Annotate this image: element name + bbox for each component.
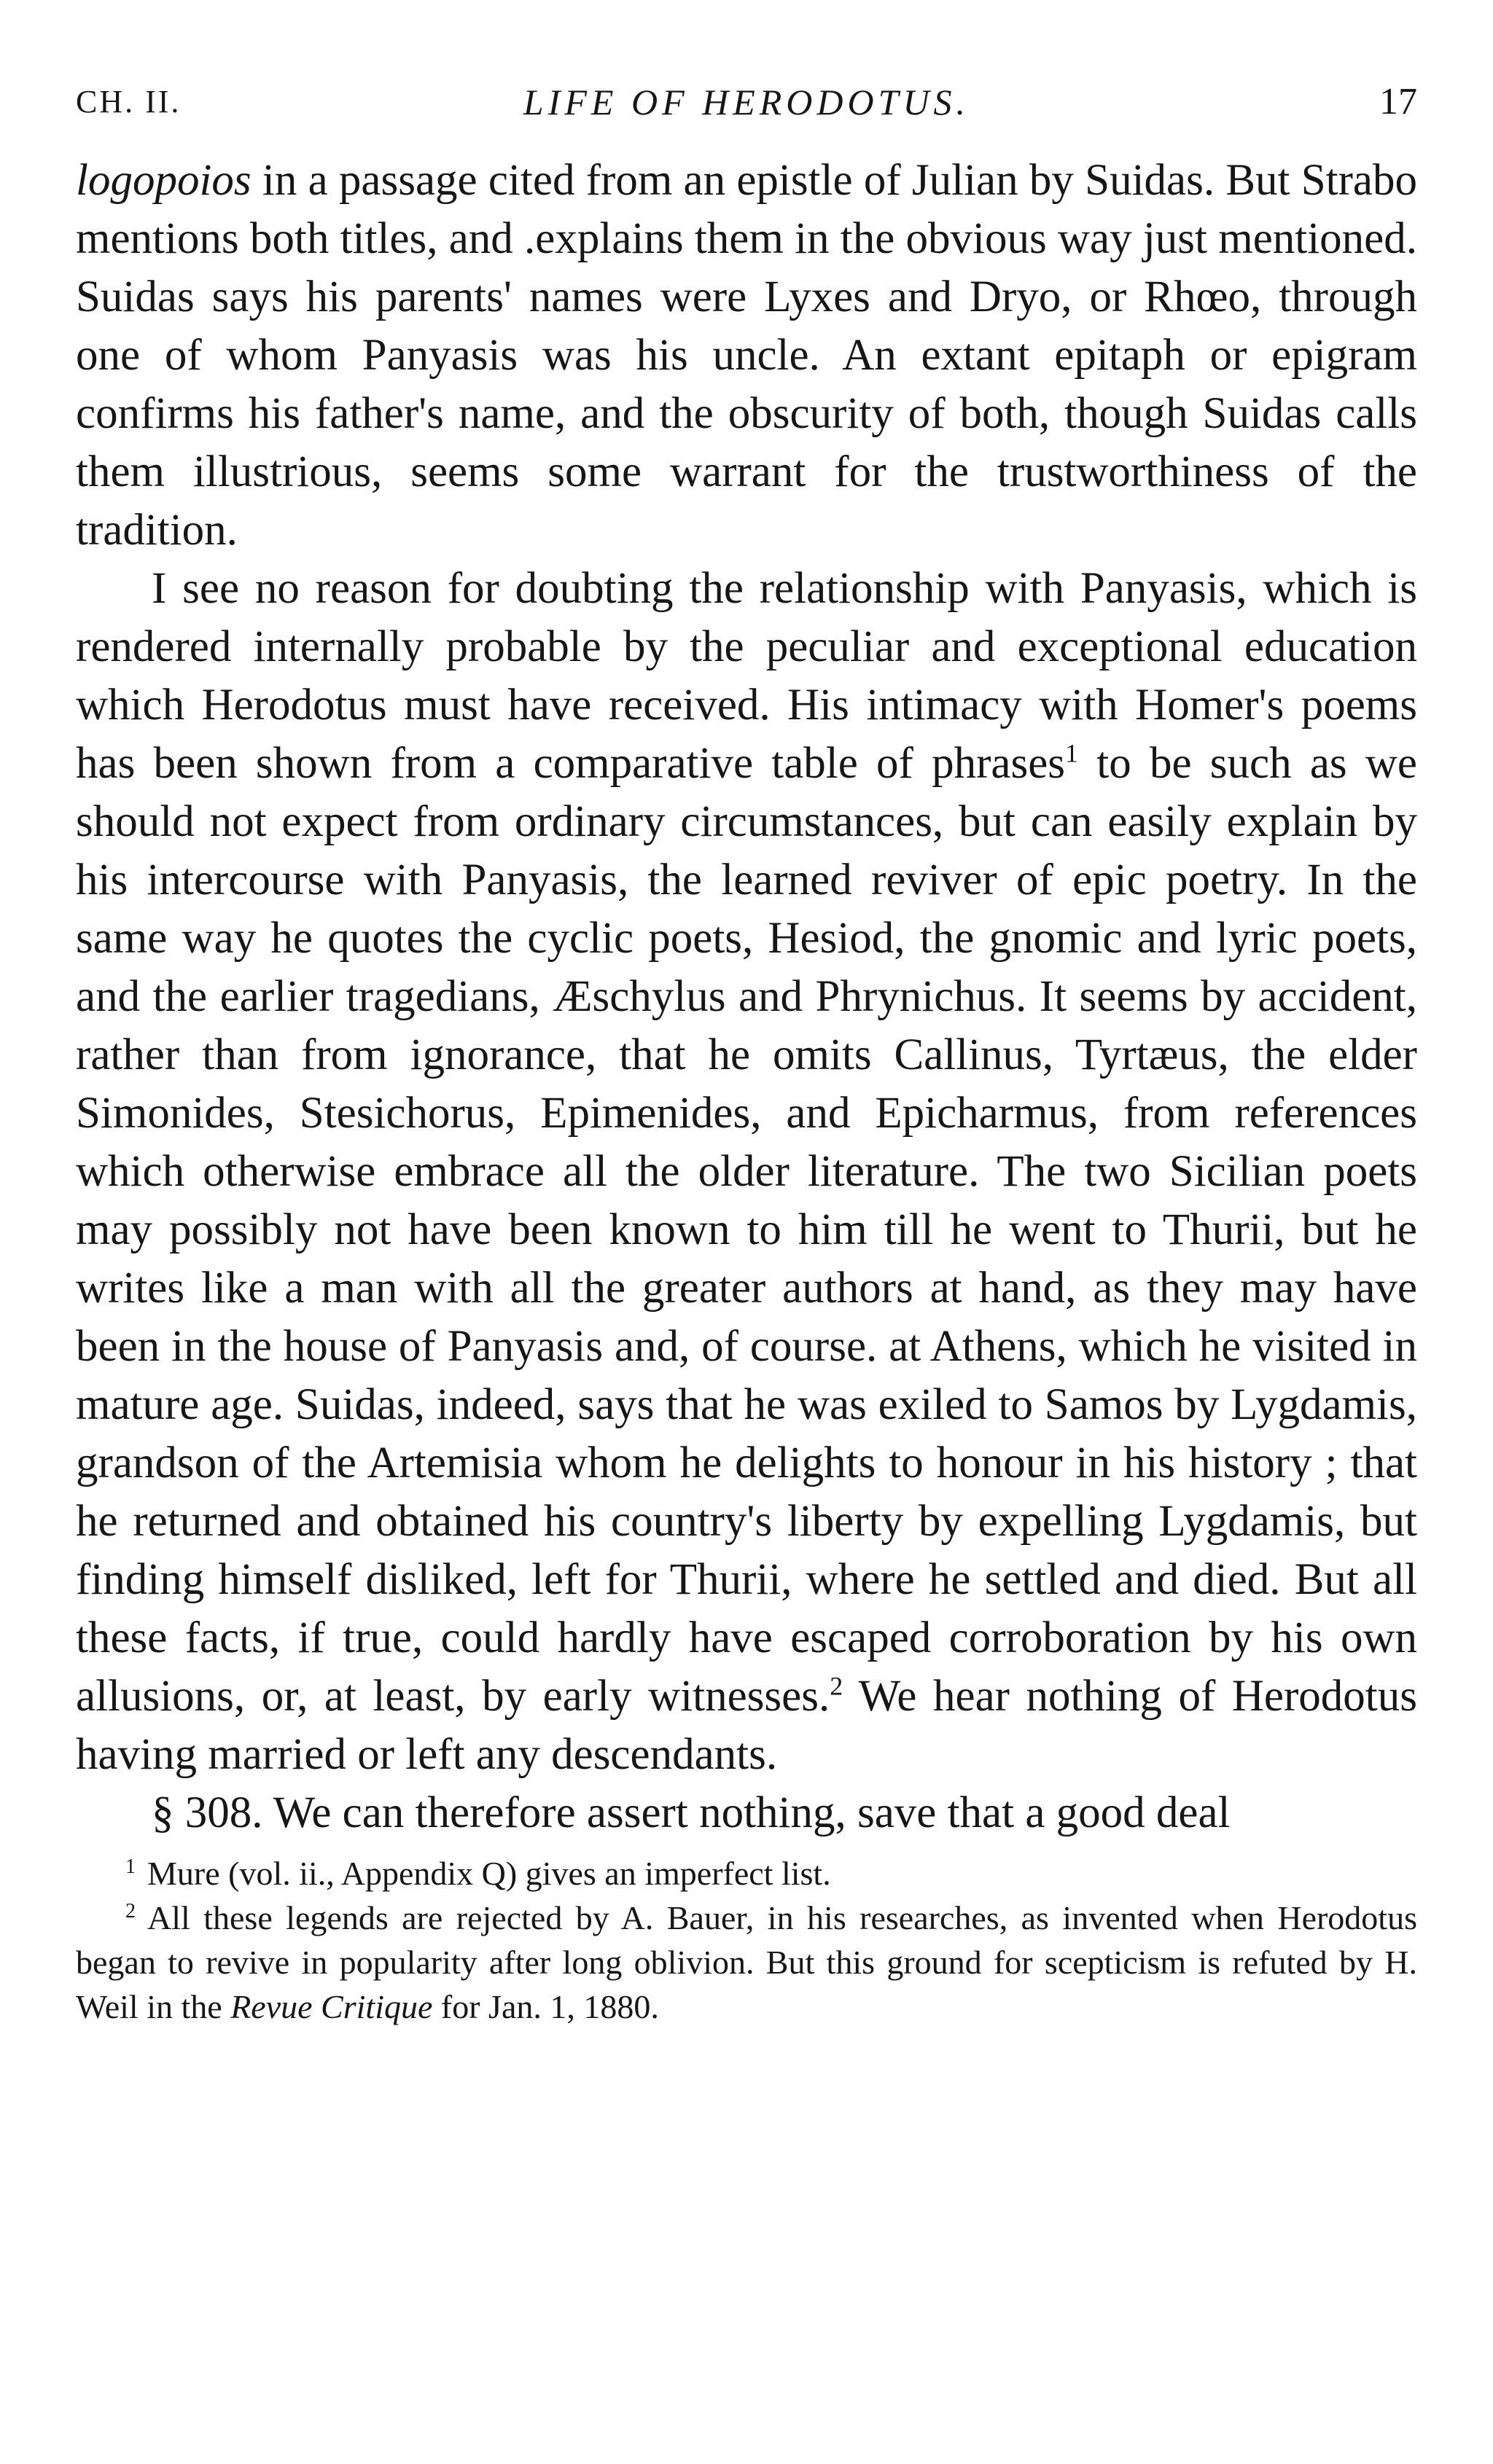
paragraph-1 bbox=[76, 152, 1417, 560]
footnote-ref-2: 2 bbox=[830, 1671, 843, 1701]
paragraph-1-text: in a passage cited from an epistle of Julian by Suidas. But Strabo mentions both titles, and .explains them in the obvious way just mentioned. Suidas says his parents' names were Lyxes and Dryo, or Rhœo, through one of whom Panyasis was his uncle. An extant epitaph or epigram confirms his father's name, and the obscurity of both, though Suidas calls them illustrious, seems some warrant for the trustworthiness of the tradition. bbox=[76, 156, 1417, 555]
footnote-2-journal-title: Revue Critique bbox=[230, 1988, 433, 2025]
footnote-ref-1: 1 bbox=[1065, 738, 1079, 768]
page-number: 17 bbox=[1379, 81, 1417, 122]
italic-term-logopoios: logopoios bbox=[76, 156, 252, 205]
paragraph-3-text: § 308. We can therefore assert nothing, save that a good deal bbox=[152, 1788, 1231, 1837]
footnotes bbox=[76, 1851, 1417, 2029]
body-text bbox=[76, 152, 1417, 1842]
paragraph-2 bbox=[76, 560, 1417, 1784]
footnote-2-tail: for Jan. 1, 1880. bbox=[432, 1988, 659, 2025]
footnote-1 bbox=[76, 1851, 1417, 1896]
footnote-2-text: All these legends are rejected by A. Bauer, in his researches, as invented when Herodotus began to revive in popularity after long oblivion. But this ground for scepticism is refuted by H. Weil in the bbox=[76, 1899, 1417, 2025]
footnote-2 bbox=[76, 1896, 1417, 2029]
footnote-1-mark: 1 bbox=[125, 1855, 136, 1878]
footnote-1-text: Mure (vol. ii., Appendix Q) gives an imperfect list. bbox=[147, 1855, 831, 1892]
running-title: LIFE OF HERODOTUS. bbox=[523, 82, 970, 122]
book-page bbox=[76, 73, 1417, 2029]
paragraph-3 bbox=[76, 1784, 1417, 1842]
chapter-label: CH. II. bbox=[76, 84, 182, 120]
paragraph-2-text-b: to be such as we should not expect from ordinary circumstances, but can easily explain by his intercourse with Panyasis, the learned reviver of epic poetry. In the same way he quotes the cyclic poets, Hesiod, the gnomic and lyric poets, and the earlier tragedians, Æschylus and Phrynichus. It seems by accident, rather than from ignorance, that he omits Callinus, Tyrtæus, the elder Simonides, Stesichorus, Epimenides, and Epicharmus, from references which otherwise embrace all the older literature. The two Sicilian poets may possibly not have been known to him till he went to Thurii, but he writes like a man with all the greater authors at hand, as they may have been in the house of Panyasis and, of course. at Athens, which he visited in mature age. Suidas, indeed, says that he was exiled to Samos by Lygdamis, grandson of the Artemisia whom he delights to honour in his history ; that he returned and obtained his country's liberty by expelling Lygdamis, but finding himself disliked, left for Thurii, where he settled and died. But all these facts, if true, could hardly have escaped corroboration by his own allusions, or, at least, by early witnesses. bbox=[76, 739, 1417, 1721]
paragraph-2-text-c: We hear nothing of Herodotus having married or left any descendants. bbox=[76, 1672, 1417, 1779]
paragraph-2-text-a: I see no reason for doubting the relationship with Panyasis, which is rendered internally probable by the peculiar and exceptional education which Herodotus must have received. His intimacy with Homer's poems has been shown from a comparative table of phrases bbox=[76, 564, 1417, 788]
footnote-2-mark: 2 bbox=[125, 1899, 136, 1923]
running-head bbox=[76, 73, 1417, 131]
